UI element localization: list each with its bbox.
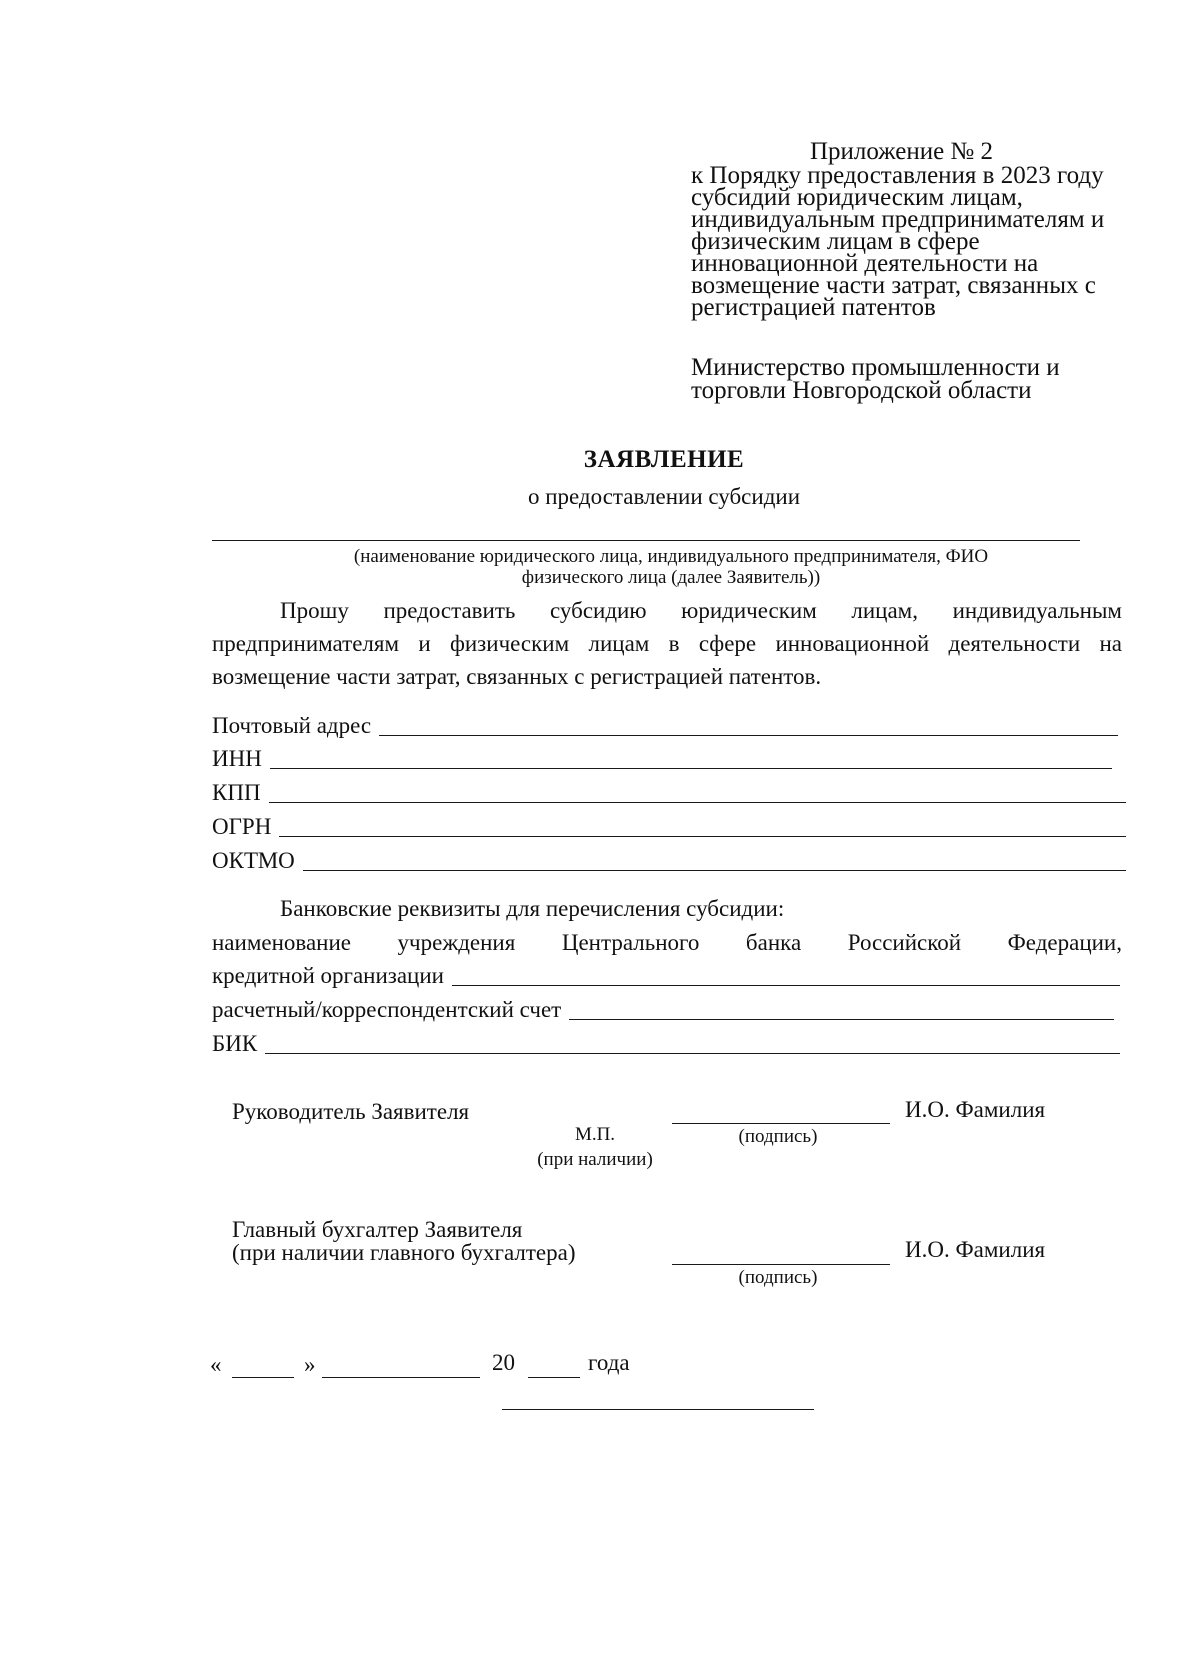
accountant-signature-name: И.О. Фамилия	[905, 1237, 1046, 1262]
oktmo-field	[212, 844, 1126, 874]
request-paragraph	[212, 594, 1122, 693]
applicant-name-line[interactable]	[212, 540, 1080, 541]
oktmo-input-line[interactable]	[303, 848, 1126, 871]
head-signature-label: Руководитель Заявителя	[232, 1099, 470, 1124]
applicant-caption	[212, 546, 1130, 588]
date-close-quote: »	[304, 1352, 316, 1377]
bank-institution-label: кредитной организации	[212, 963, 444, 988]
bank-institution-input-line[interactable]	[452, 963, 1120, 986]
accountant-label-line: (при наличии главного бухгалтера)	[232, 1240, 576, 1265]
document-title: ЗАЯВЛЕНИЕ	[583, 446, 745, 473]
inn-label: ИНН	[212, 746, 262, 771]
accountant-signature-line[interactable]	[672, 1264, 890, 1265]
bik-field	[212, 1027, 1120, 1057]
applicant-caption-line: (наименование юридического лица, индивидуального предпринимателя, ФИО	[353, 546, 989, 567]
inn-field	[212, 742, 1112, 772]
request-text: Прошу предоставить субсидию юридическим лицам, индивидуальным предпринимателям и физическим лицам в сфере инновационной деятельности на возмещение части затрат, связанных с регистрацией патентов.	[212, 598, 1122, 689]
date-suffix: года	[588, 1350, 630, 1375]
head-stamp-label: М.П.	[574, 1124, 616, 1145]
head-signature-line[interactable]	[672, 1123, 890, 1124]
head-signature-caption: (подпись)	[738, 1126, 818, 1147]
appendix-line: к Порядку предоставления в 2023 году	[691, 162, 1104, 189]
addressee-line: Министерство промышленности и	[691, 354, 1060, 381]
appendix-line: регистрацией патентов	[691, 294, 936, 321]
kpp-field	[212, 776, 1126, 806]
head-signature-name: И.О. Фамилия	[905, 1097, 1046, 1122]
bank-heading: Банковские реквизиты для перечисления субсидии:	[280, 896, 785, 921]
kpp-input-line[interactable]	[269, 780, 1126, 803]
accountant-signature-caption: (подпись)	[738, 1267, 818, 1288]
bank-account-label: расчетный/корреспондентский счет	[212, 997, 562, 1022]
closing-separator	[502, 1409, 814, 1410]
appendix-line: возмещение части затрат, связанных с	[691, 272, 1096, 299]
appendix-line: индивидуальным предпринимателям и	[691, 206, 1105, 233]
appendix-line: инновационной деятельности на	[691, 250, 1039, 277]
date-open-quote: «	[210, 1352, 222, 1377]
kpp-label: КПП	[212, 780, 261, 805]
head-stamp-note: (при наличии)	[537, 1149, 653, 1170]
document-subtitle: о предоставлении субсидии	[527, 484, 801, 509]
bik-input-line[interactable]	[265, 1031, 1120, 1054]
accountant-signature-label	[232, 1218, 575, 1264]
oktmo-label: ОКТМО	[212, 848, 295, 873]
ogrn-label: ОГРН	[212, 814, 272, 839]
date-month-line[interactable]	[322, 1377, 480, 1378]
date-century: 20	[492, 1350, 515, 1375]
bank-account-field	[212, 993, 1114, 1023]
postal-address-field	[212, 709, 1118, 739]
date-year-line[interactable]	[528, 1377, 580, 1378]
bik-label: БИК	[212, 1031, 258, 1056]
accountant-label-line: Главный бухгалтер Заявителя	[232, 1217, 523, 1242]
date-day-line[interactable]	[232, 1377, 294, 1378]
bank-account-input-line[interactable]	[569, 997, 1114, 1020]
inn-input-line[interactable]	[270, 746, 1112, 769]
postal-address-label: Почтовый адрес	[212, 713, 372, 738]
addressee	[691, 356, 1060, 402]
ogrn-field	[212, 810, 1126, 840]
appendix-line: субсидий юридическим лицам,	[691, 184, 1023, 211]
appendix-reference	[691, 162, 1161, 321]
appendix-line: физическим лицам в сфере	[691, 228, 980, 255]
appendix-title: Приложение № 2	[810, 138, 994, 165]
ogrn-input-line[interactable]	[279, 814, 1126, 837]
bank-institution-field	[212, 959, 1120, 989]
postal-address-input-line[interactable]	[379, 713, 1118, 736]
addressee-line: торговли Новгородской области	[691, 377, 1032, 404]
applicant-caption-line: физического лица (далее Заявитель))	[521, 567, 821, 588]
bank-institution-line: наименование учреждения Центрального банка Российской Федерации,	[212, 930, 1122, 955]
